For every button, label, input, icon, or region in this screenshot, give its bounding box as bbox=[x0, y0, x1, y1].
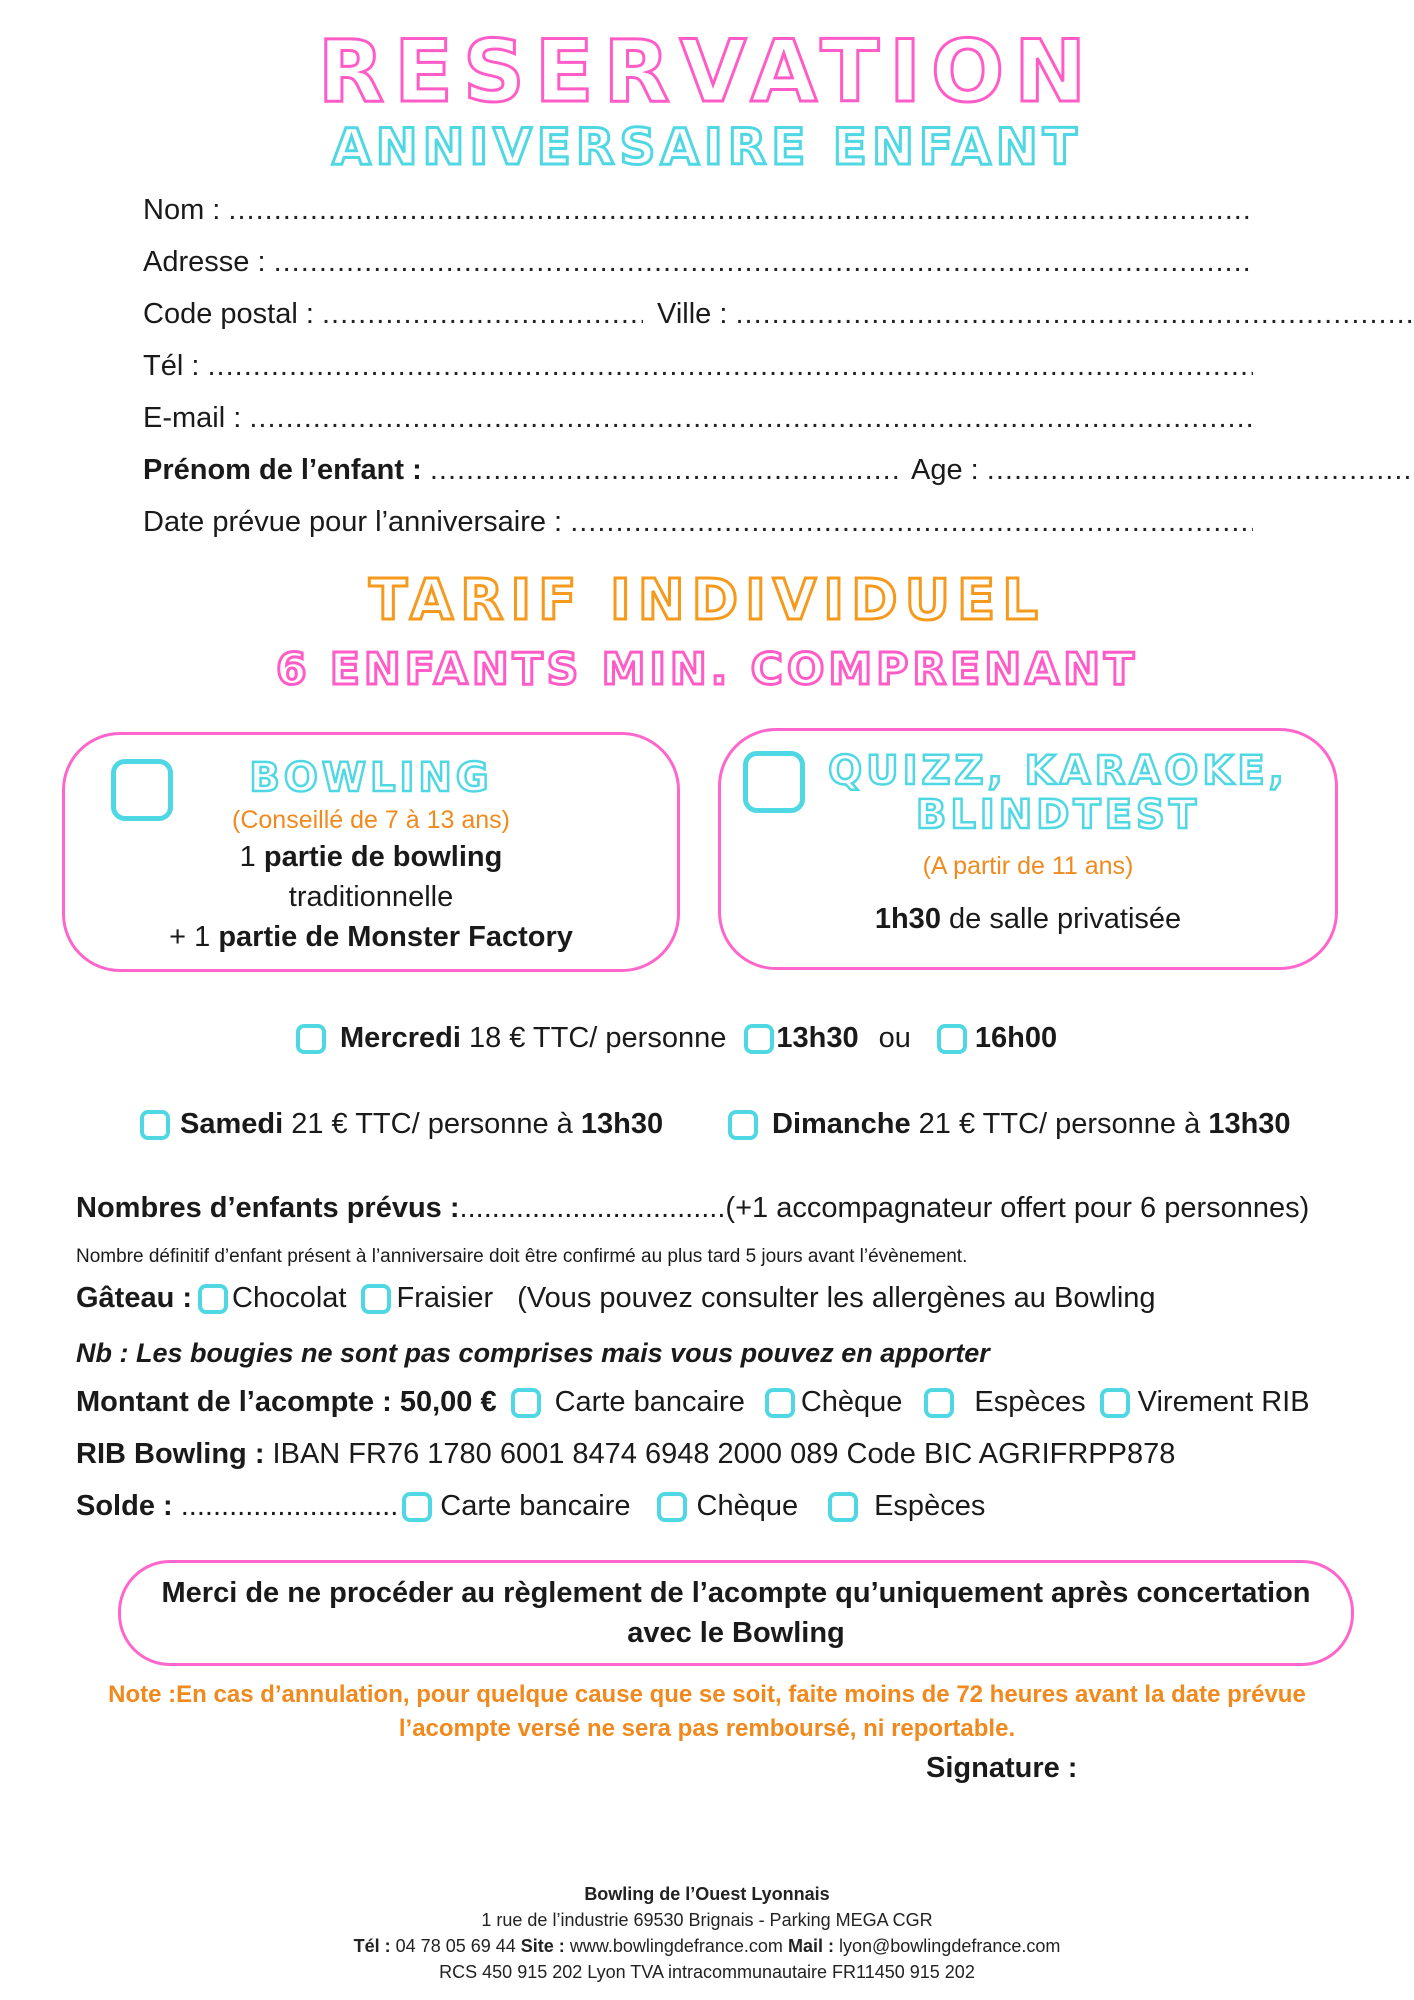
annulation-note: Note :En cas d’annulation, pour quelque cause que se soit, faite moins de 72 heures avant la date prévue l’acompte versé ne sera pas remboursé, ni reportable. bbox=[108, 1681, 1306, 1742]
email-field[interactable] bbox=[143, 402, 1253, 435]
nombre-enfants-label: Nombres d’enfants prévus : bbox=[76, 1192, 460, 1224]
bougies-note: Nb : Les bougies ne sont pas comprises mais vous pouvez en apporter bbox=[76, 1338, 990, 1368]
gateau-chocolat: Chocolat bbox=[232, 1282, 347, 1314]
bowling-card bbox=[62, 732, 680, 972]
quizz-card bbox=[718, 728, 1338, 970]
mercredi-1600-checkbox[interactable] bbox=[937, 1024, 967, 1054]
footer-address: 1 rue de l’industrie 69530 Brignais - Parking MEGA CGR bbox=[481, 1910, 933, 1930]
mercredi-price: 18 € TTC/ personne bbox=[468, 1022, 727, 1054]
acompte-cheque: Chèque bbox=[800, 1386, 903, 1418]
acompte-especes: Espèces bbox=[974, 1386, 1086, 1418]
prenom-age-row bbox=[143, 454, 1253, 487]
mercredi-time1: 13h30 bbox=[776, 1022, 859, 1054]
samedi-checkbox[interactable] bbox=[140, 1110, 170, 1140]
age-field[interactable] bbox=[911, 454, 1414, 487]
solde-dots: ........................... bbox=[180, 1490, 399, 1522]
solde-carte-checkbox[interactable] bbox=[402, 1492, 432, 1522]
dimanche-day: Dimanche bbox=[772, 1108, 911, 1140]
bowling-line1-num: 1 bbox=[239, 841, 256, 873]
ville-label: Ville : bbox=[657, 298, 728, 330]
code-postal-label: Code postal : bbox=[143, 298, 314, 330]
nombre-enfants-note: (+1 accompagnateur offert pour 6 personnes) bbox=[725, 1192, 1310, 1224]
adresse-label: Adresse : bbox=[143, 246, 266, 278]
footer-site[interactable]: www.bowlingdefrance.com bbox=[569, 1936, 783, 1956]
rib-row bbox=[76, 1438, 1175, 1471]
acompte-label: Montant de l’acompte : 50,00 € bbox=[76, 1386, 497, 1418]
code-postal-field[interactable] bbox=[143, 298, 643, 331]
footer-contact bbox=[0, 1934, 1414, 1958]
solde-row bbox=[76, 1490, 985, 1523]
mercredi-row bbox=[296, 1022, 1057, 1055]
date-prevue-field[interactable] bbox=[143, 506, 1253, 539]
samedi-row bbox=[140, 1108, 663, 1141]
bowling-line1-bold: partie de bowling bbox=[263, 841, 503, 873]
chocolat-checkbox[interactable] bbox=[198, 1284, 228, 1314]
bowling-title: BOWLING bbox=[249, 755, 493, 801]
footer-name: Bowling de l’Ouest Lyonnais bbox=[584, 1884, 830, 1904]
solde-cheque: Chèque bbox=[696, 1490, 799, 1522]
code-postal-ville-row bbox=[143, 298, 1253, 331]
acompte-row bbox=[76, 1386, 1310, 1419]
tel-field[interactable] bbox=[143, 350, 1253, 383]
tel-label: Tél : bbox=[143, 350, 200, 382]
quizz-duration-rest: de salle privatisée bbox=[949, 903, 1182, 935]
bowling-age: (Conseillé de 7 à 13 ans) bbox=[232, 806, 510, 834]
footer-site-label: Site : bbox=[520, 1936, 565, 1956]
adresse-field[interactable] bbox=[143, 246, 1253, 279]
samedi-day: Samedi bbox=[180, 1108, 284, 1140]
solde-carte: Carte bancaire bbox=[440, 1490, 631, 1522]
bowling-line2: traditionnelle bbox=[288, 881, 454, 913]
gateau-row bbox=[76, 1282, 1156, 1315]
mercredi-1330-checkbox[interactable] bbox=[744, 1024, 774, 1054]
quizz-duration-bold: 1h30 bbox=[874, 903, 941, 935]
ville-field[interactable] bbox=[657, 298, 1414, 331]
prenom-enfant-field[interactable] bbox=[143, 454, 901, 487]
dimanche-row bbox=[728, 1108, 1291, 1141]
age-label: Age : bbox=[911, 454, 979, 486]
email-label: E-mail : bbox=[143, 402, 242, 434]
gateau-fraisier: Fraisier bbox=[396, 1282, 494, 1314]
quizz-title-line2: BLINDTEST bbox=[915, 792, 1201, 838]
confirm-note: Nombre définitif d’enfant présent à l’anniversaire doit être confirmé au plus tard 5 jours avant l’évènement. bbox=[76, 1246, 968, 1267]
rib-value: IBAN FR76 1780 6001 8474 6948 2000 089 Code BIC AGRIFRPP878 bbox=[272, 1438, 1176, 1470]
acompte-carte: Carte bancaire bbox=[554, 1386, 745, 1418]
nombre-enfants-field[interactable] bbox=[76, 1192, 1309, 1225]
acompte-especes-checkbox[interactable] bbox=[924, 1388, 954, 1418]
nom-field[interactable] bbox=[143, 194, 1253, 227]
gateau-note: (Vous pouvez consulter les allergènes au Bowling bbox=[517, 1282, 1156, 1314]
acompte-cheque-checkbox[interactable] bbox=[765, 1388, 795, 1418]
footer-mail[interactable]: lyon@bowlingdefrance.com bbox=[838, 1936, 1061, 1956]
gateau-label: Gâteau : bbox=[76, 1282, 193, 1314]
acompte-virement: Virement RIB bbox=[1137, 1386, 1310, 1418]
footer-tel-label: Tél : bbox=[353, 1936, 391, 1956]
solde-cheque-checkbox[interactable] bbox=[657, 1492, 687, 1522]
fraisier-checkbox[interactable] bbox=[361, 1284, 391, 1314]
dimanche-time: 13h30 bbox=[1208, 1108, 1291, 1140]
footer-tel: 04 78 05 69 44 bbox=[395, 1936, 516, 1956]
signature-label[interactable]: Signature : bbox=[926, 1752, 1078, 1784]
merci-text: Merci de ne procéder au règlement de l’acompte qu’uniquement après concertation avec le Bowling bbox=[161, 1577, 1311, 1649]
quizz-title-line1: QUIZZ, KARAOKE, bbox=[828, 748, 1288, 794]
date-prevue-label: Date prévue pour l’anniversaire : bbox=[143, 506, 563, 538]
footer-rcs: RCS 450 915 202 Lyon TVA intracommunautaire FR11450 915 202 bbox=[439, 1962, 975, 1982]
merci-notice bbox=[118, 1560, 1354, 1666]
nombre-enfants-dots: ................................. bbox=[459, 1192, 726, 1224]
footer-mail-label: Mail : bbox=[787, 1936, 834, 1956]
quizz-age: (A partir de 11 ans) bbox=[922, 852, 1134, 880]
mercredi-checkbox[interactable] bbox=[296, 1024, 326, 1054]
nom-label: Nom : bbox=[143, 194, 221, 226]
acompte-virement-checkbox[interactable] bbox=[1100, 1388, 1130, 1418]
prenom-enfant-label: Prénom de l’enfant : bbox=[143, 454, 422, 486]
bowling-line3-bold: partie de Monster Factory bbox=[218, 921, 573, 953]
solde-label: Solde : bbox=[76, 1490, 173, 1522]
dimanche-checkbox[interactable] bbox=[728, 1110, 758, 1140]
acompte-carte-checkbox[interactable] bbox=[511, 1388, 541, 1418]
samedi-time: 13h30 bbox=[580, 1108, 664, 1140]
tarif-subtitle: 6 ENFANTS MIN. COMPRENANT bbox=[275, 644, 1139, 695]
quizz-title bbox=[781, 749, 1335, 837]
dimanche-price: 21 € TTC/ personne à bbox=[918, 1108, 1201, 1140]
page-subtitle: ANNIVERSAIRE ENFANT bbox=[332, 118, 1082, 176]
solde-especes-checkbox[interactable] bbox=[828, 1492, 858, 1522]
bowling-line3-prefix: + 1 bbox=[169, 921, 211, 953]
mercredi-time2: 16h00 bbox=[974, 1022, 1058, 1054]
ou-text: ou bbox=[878, 1022, 911, 1054]
tarif-title: TARIF INDIVIDUEL bbox=[369, 568, 1045, 633]
mercredi-day: Mercredi bbox=[340, 1022, 461, 1054]
rib-label: RIB Bowling : bbox=[76, 1438, 265, 1470]
samedi-price: 21 € TTC/ personne à bbox=[291, 1108, 573, 1140]
page-title: RESERVATION bbox=[317, 22, 1097, 122]
solde-especes: Espèces bbox=[874, 1490, 986, 1522]
